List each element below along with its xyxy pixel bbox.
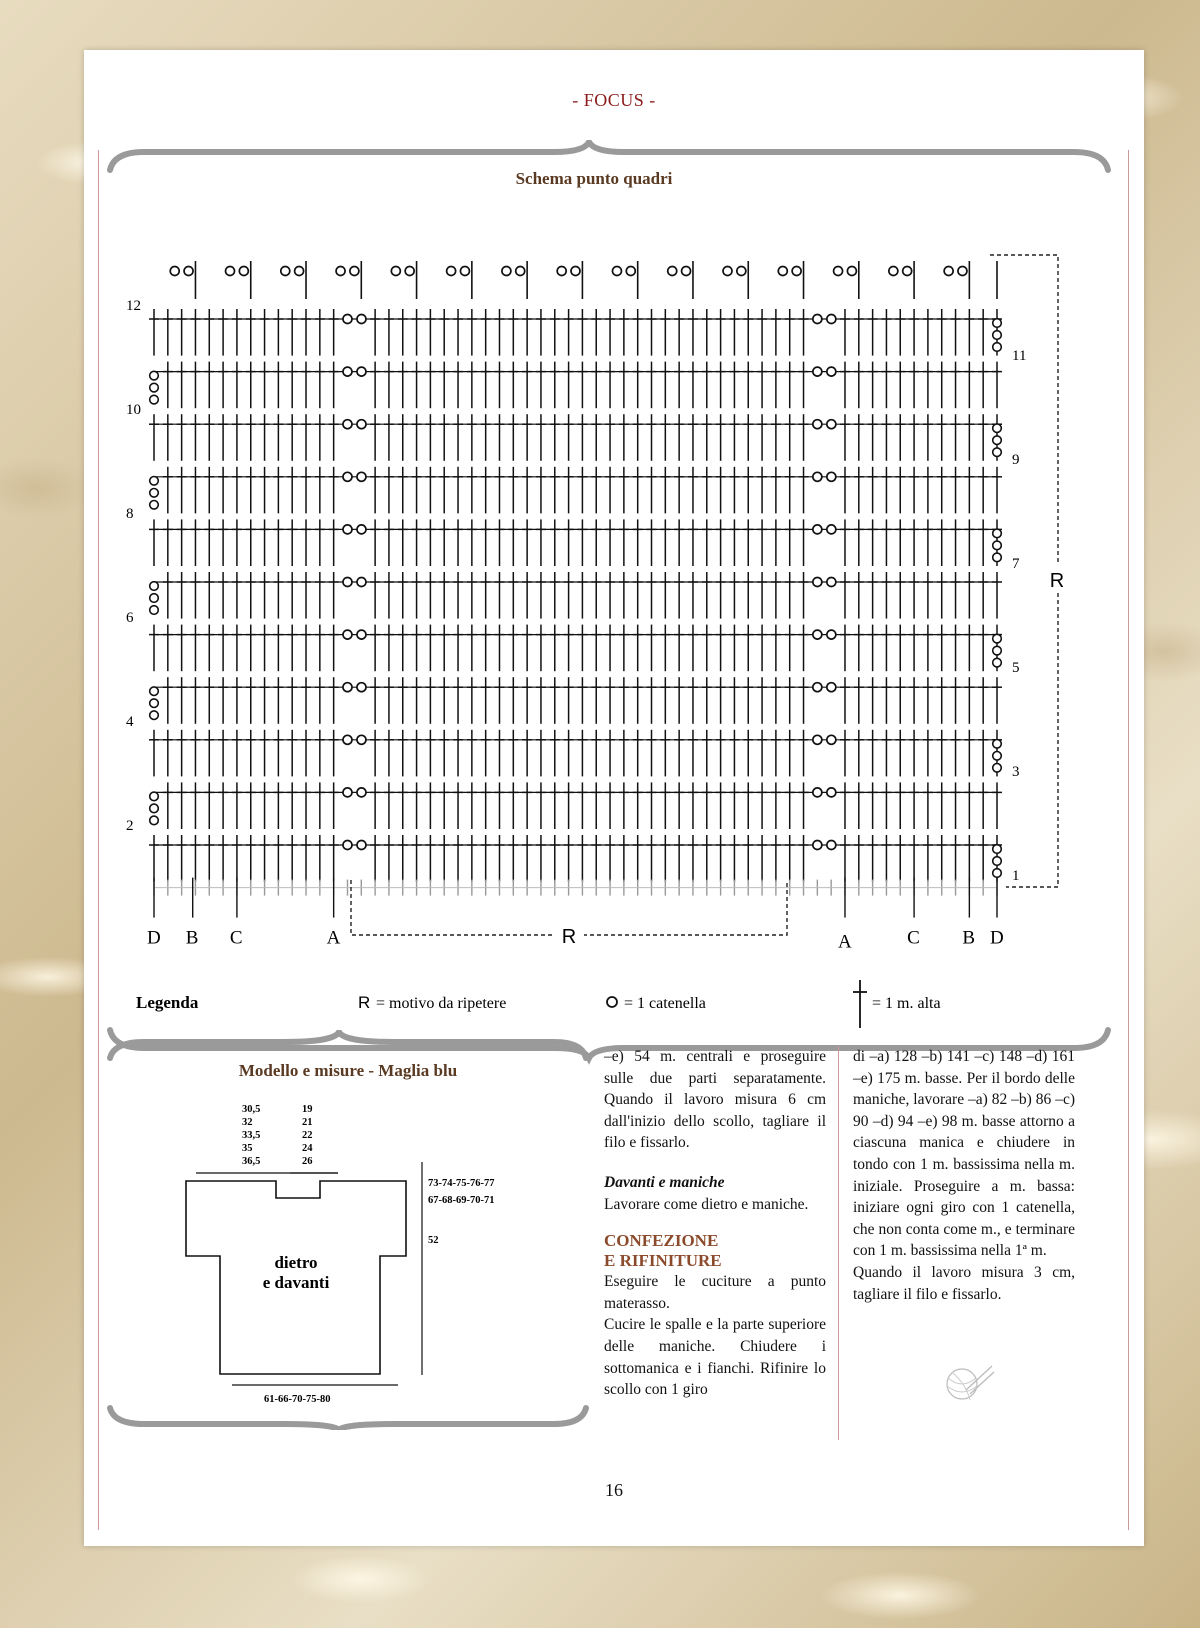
bottom-marker-label: A bbox=[326, 927, 341, 949]
turning-chain bbox=[993, 529, 1002, 538]
chain-stitch bbox=[944, 267, 953, 276]
paragraph: Lavorare come dietro e maniche. bbox=[604, 1195, 809, 1213]
chain-stitch bbox=[343, 420, 352, 429]
turning-chain bbox=[150, 594, 159, 603]
bottom-width-measure: 61-66-70-75-80 bbox=[264, 1394, 331, 1405]
chain-stitch bbox=[813, 472, 822, 481]
chain-stitch bbox=[827, 315, 836, 324]
turning-chain bbox=[150, 395, 159, 404]
turning-chain bbox=[150, 501, 159, 510]
svg-text:22: 22 bbox=[302, 1130, 313, 1141]
turning-chain bbox=[150, 371, 159, 380]
chain-stitch bbox=[357, 367, 366, 376]
bottom-marker-label: D bbox=[990, 927, 1004, 949]
chain-stitch bbox=[336, 267, 345, 276]
chain-stitch bbox=[357, 683, 366, 692]
chain-stitch bbox=[612, 267, 621, 276]
chain-stitch bbox=[813, 630, 822, 639]
bottom-marker-label: B bbox=[962, 927, 976, 949]
model-banner-top bbox=[110, 1032, 586, 1058]
top-banner bbox=[110, 142, 1108, 170]
section-heading: CONFEZIONE bbox=[604, 1231, 719, 1251]
turning-chain bbox=[993, 634, 1002, 643]
page bbox=[84, 50, 1144, 1546]
turning-chain bbox=[150, 792, 159, 801]
chain-stitch bbox=[343, 841, 352, 850]
piece-label-line2: e davanti bbox=[262, 1273, 330, 1292]
chain-stitch bbox=[723, 267, 732, 276]
chain-stitch bbox=[827, 683, 836, 692]
chain-stitch bbox=[827, 367, 836, 376]
chain-stitch bbox=[827, 578, 836, 587]
chain-stitch bbox=[343, 630, 352, 639]
turning-chain bbox=[150, 606, 159, 615]
chain-stitch bbox=[834, 267, 843, 276]
chain-stitch bbox=[813, 315, 822, 324]
section-heading: E RIFINITURE bbox=[604, 1251, 722, 1271]
legend-dc-text: = 1 m. alta bbox=[872, 995, 941, 1012]
turning-chain bbox=[993, 764, 1002, 773]
turning-chain bbox=[993, 857, 1002, 866]
legend-repeat-text: = motivo da ripetere bbox=[376, 995, 507, 1012]
neck-measurements bbox=[242, 1104, 313, 1167]
chain-stitch bbox=[447, 267, 456, 276]
turning-chain bbox=[150, 816, 159, 825]
chain-stitch bbox=[668, 267, 677, 276]
chain-stitch bbox=[813, 841, 822, 850]
chain-stitch bbox=[281, 267, 290, 276]
chain-stitch bbox=[184, 267, 193, 276]
text-column-1 bbox=[604, 1046, 826, 1401]
chain-stitch bbox=[813, 788, 822, 797]
chain-stitch bbox=[343, 578, 352, 587]
sleeve-height-measure: 52 bbox=[428, 1235, 439, 1246]
text-column-2 bbox=[853, 1046, 1075, 1305]
repeat-label-right: R bbox=[1049, 570, 1065, 592]
chain-stitch bbox=[827, 841, 836, 850]
svg-text:24: 24 bbox=[302, 1143, 313, 1154]
row-number-right: 3 bbox=[1012, 764, 1020, 780]
bottom-marker-label: A bbox=[837, 931, 852, 953]
chain-stitch bbox=[571, 267, 580, 276]
chain-stitch bbox=[682, 267, 691, 276]
turning-chain bbox=[150, 804, 159, 813]
paragraph: Quando il lavoro misura 3 cm, tagliare il filo e fissarlo. bbox=[853, 1263, 1075, 1303]
turning-chain bbox=[150, 383, 159, 392]
chain-stitch bbox=[502, 267, 511, 276]
turning-chain bbox=[993, 436, 1002, 445]
row-number-left: 8 bbox=[126, 506, 134, 522]
chain-stitch bbox=[813, 420, 822, 429]
bottom-marker-label: B bbox=[185, 927, 199, 949]
turning-chain bbox=[993, 424, 1002, 433]
chain-symbol-icon bbox=[607, 997, 617, 1007]
chain-stitch bbox=[516, 267, 525, 276]
chart-grid bbox=[126, 261, 1026, 953]
chain-stitch bbox=[357, 578, 366, 587]
chain-stitch bbox=[295, 267, 304, 276]
chain-stitch bbox=[813, 367, 822, 376]
row-number-left: 4 bbox=[126, 714, 134, 730]
chain-stitch bbox=[357, 525, 366, 534]
turning-chain bbox=[150, 687, 159, 696]
chain-stitch bbox=[350, 267, 359, 276]
row-number-right: 7 bbox=[1012, 556, 1020, 572]
turning-chain bbox=[150, 489, 159, 498]
paragraph: Cucire le spalle e la parte superiore delle maniche. Chiudere i sottomanica e i fianchi. Rifinire lo scollo con 1 giro bbox=[604, 1316, 826, 1399]
chain-stitch bbox=[557, 267, 566, 276]
bottom-marker-label: D bbox=[147, 927, 161, 949]
chain-stitch bbox=[847, 267, 856, 276]
chain-stitch bbox=[460, 267, 469, 276]
chain-stitch bbox=[343, 315, 352, 324]
chain-stitch bbox=[391, 267, 400, 276]
svg-text:35: 35 bbox=[242, 1143, 253, 1154]
subheading: Davanti e maniche bbox=[604, 1173, 725, 1191]
svg-text:19: 19 bbox=[302, 1104, 313, 1115]
chain-stitch bbox=[813, 578, 822, 587]
row-number-left: 6 bbox=[126, 610, 134, 626]
turning-chain bbox=[993, 553, 1002, 562]
chain-stitch bbox=[343, 735, 352, 744]
body-length-measure: 67-68-69-70-71 bbox=[428, 1195, 495, 1206]
svg-text:26: 26 bbox=[302, 1156, 313, 1167]
chain-stitch bbox=[343, 788, 352, 797]
row-number-left: 12 bbox=[126, 298, 141, 314]
piece-label-line1: dietro bbox=[274, 1253, 318, 1272]
svg-text:33,5: 33,5 bbox=[242, 1130, 261, 1141]
chain-stitch bbox=[343, 367, 352, 376]
model-banner-bottom bbox=[110, 1408, 586, 1430]
chain-stitch bbox=[813, 735, 822, 744]
chain-stitch bbox=[827, 472, 836, 481]
turning-chain bbox=[993, 658, 1002, 667]
chain-stitch bbox=[357, 735, 366, 744]
chain-stitch bbox=[827, 735, 836, 744]
stitch-chart-panel bbox=[84, 140, 1144, 1100]
chain-stitch bbox=[357, 315, 366, 324]
chain-stitch bbox=[239, 267, 248, 276]
repeat-label-bottom: R bbox=[561, 926, 577, 948]
chain-stitch bbox=[357, 788, 366, 797]
chain-stitch bbox=[405, 267, 414, 276]
turning-chain bbox=[993, 646, 1002, 655]
turning-chain bbox=[993, 448, 1002, 457]
turning-chain bbox=[150, 582, 159, 591]
chain-stitch bbox=[357, 472, 366, 481]
chain-stitch bbox=[343, 525, 352, 534]
row-number-right: 9 bbox=[1012, 452, 1020, 468]
svg-text:32: 32 bbox=[242, 1117, 253, 1128]
chain-stitch bbox=[903, 267, 912, 276]
chain-stitch bbox=[827, 630, 836, 639]
section-header: - FOCUS - bbox=[572, 90, 656, 110]
row-number-left: 2 bbox=[126, 818, 134, 834]
paragraph: di –a) 128 –b) 141 –c) 148 –d) 161 –e) 175 m. basse. Per il bordo delle maniche, lavorare –a) 82 –b) 86 –c) 90 –d) 94 –e) 98 m. basse attorno a ciascuna manica e chiudere in tondo con 1 m. bassissima nella m. iniziale. Proseguire a m. bassa: iniziare ogni giro con 1 catenella, che non conta come m., e terminare con 1 m. bassissima nella 1ª m. bbox=[853, 1048, 1075, 1260]
chain-stitch bbox=[827, 788, 836, 797]
legend-title: Legenda bbox=[136, 993, 199, 1012]
page-number: 16 bbox=[605, 1480, 623, 1500]
column-divider bbox=[838, 1046, 839, 1440]
chain-stitch bbox=[813, 683, 822, 692]
turning-chain bbox=[993, 319, 1002, 328]
chain-stitch bbox=[343, 683, 352, 692]
model-title: Modello e misure - Maglia blu bbox=[238, 1061, 458, 1080]
chain-stitch bbox=[737, 267, 746, 276]
legend-chain-text: = 1 catenella bbox=[624, 995, 706, 1012]
chain-stitch bbox=[792, 267, 801, 276]
paragraph: Eseguire le cuciture a punto materasso. bbox=[604, 1273, 826, 1312]
turning-chain bbox=[993, 331, 1002, 340]
legend-repeat-key: R bbox=[358, 993, 371, 1012]
chain-stitch bbox=[357, 420, 366, 429]
turning-chain bbox=[150, 711, 159, 720]
chain-stitch bbox=[778, 267, 787, 276]
chain-stitch bbox=[827, 525, 836, 534]
chain-stitch bbox=[226, 267, 235, 276]
chain-stitch bbox=[813, 525, 822, 534]
chain-stitch bbox=[357, 841, 366, 850]
row-number-right: 11 bbox=[1012, 348, 1027, 364]
double-crochet-symbol-icon bbox=[853, 980, 867, 1028]
model-diagram-panel bbox=[104, 1030, 594, 1430]
chain-stitch bbox=[343, 472, 352, 481]
turning-chain bbox=[150, 477, 159, 486]
row-number-right: 1 bbox=[1012, 868, 1020, 884]
chain-stitch bbox=[626, 267, 635, 276]
turning-chain bbox=[993, 752, 1002, 761]
turning-chain bbox=[150, 699, 159, 708]
bottom-marker-label: C bbox=[907, 927, 920, 949]
svg-text:21: 21 bbox=[302, 1117, 313, 1128]
chain-stitch bbox=[357, 630, 366, 639]
svg-text:36,5: 36,5 bbox=[242, 1156, 261, 1167]
paragraph: –e) 54 m. centrali e proseguire sulle due parti separatamente. Quando il lavoro misura 6 cm dall'inizio dello scollo, tagliare il filo e fissarlo. bbox=[604, 1048, 826, 1152]
bottom-marker-label: C bbox=[229, 927, 243, 949]
chain-stitch bbox=[889, 267, 898, 276]
chain-stitch bbox=[827, 420, 836, 429]
turning-chain bbox=[993, 845, 1002, 854]
total-length-measure: 73-74-75-76-77 bbox=[428, 1178, 495, 1189]
svg-text:30,5: 30,5 bbox=[242, 1104, 261, 1115]
turning-chain bbox=[993, 343, 1002, 352]
yarn-ball-icon bbox=[936, 1360, 996, 1404]
chain-stitch bbox=[958, 267, 967, 276]
row-number-right: 5 bbox=[1012, 660, 1020, 676]
turning-chain bbox=[993, 869, 1002, 878]
row-number-left: 10 bbox=[126, 402, 141, 418]
turning-chain bbox=[993, 541, 1002, 550]
chain-stitch bbox=[170, 267, 179, 276]
chart-title: Schema punto quadri bbox=[515, 169, 673, 188]
turning-chain bbox=[993, 740, 1002, 749]
